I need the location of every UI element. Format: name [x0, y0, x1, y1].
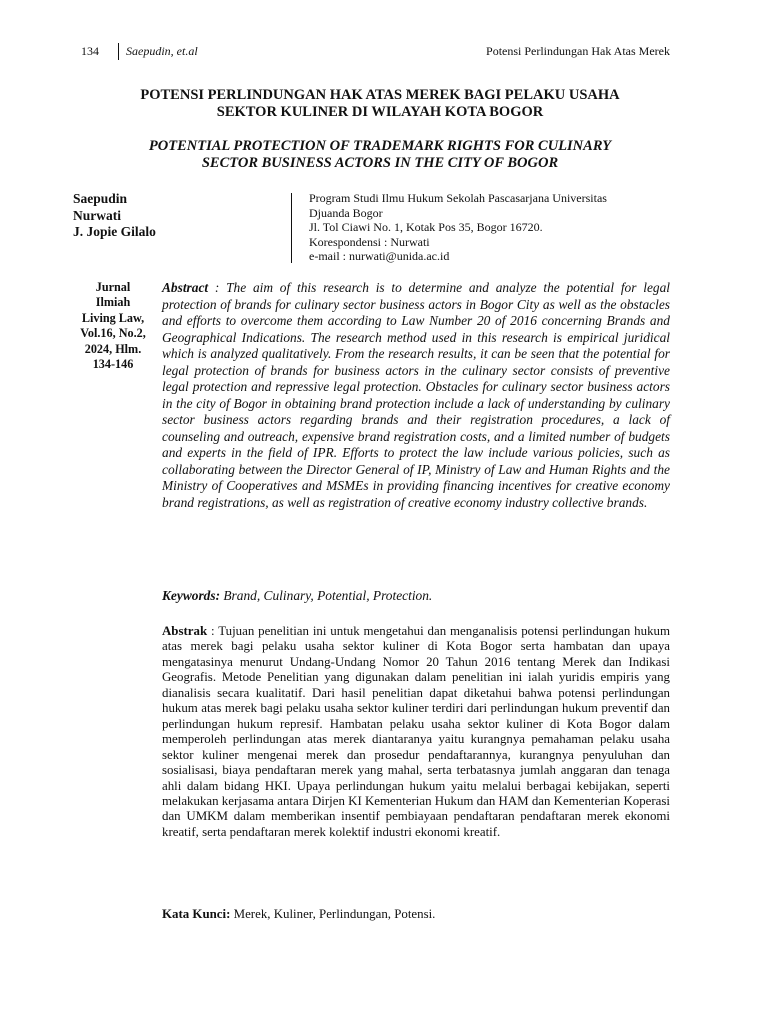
- journal-info-line: 134-146: [92, 357, 134, 372]
- abstract-id-label: Abstrak: [162, 624, 208, 638]
- journal-info-line: 2024, Hlm.: [84, 341, 142, 356]
- running-authors: Saepudin, et.al: [126, 44, 198, 58]
- abstract-english: [162, 280, 670, 511]
- header-divider: [118, 43, 119, 60]
- journal-info-line: Ilmiah: [95, 295, 131, 310]
- author-name: Saepudin: [73, 191, 128, 206]
- title-id-line-1: POTENSI PERLINDUNGAN HAK ATAS MEREK BAGI PELAKU USAHA: [140, 87, 620, 103]
- abstract-en-label: Abstract: [162, 280, 209, 295]
- journal-info-line: Vol.16, No.2,: [80, 326, 146, 341]
- correspondence: Korespondensi : Nurwati: [309, 234, 430, 249]
- title-indonesian: [120, 87, 640, 121]
- keywords-id-label: Kata Kunci:: [162, 907, 231, 921]
- affiliation-line: Djuanda Bogor: [309, 205, 383, 220]
- affiliation-address: Jl. Tol Ciawi No. 1, Kotak Pos 35, Bogor 16720.: [309, 220, 543, 235]
- abstract-indonesian: [162, 624, 670, 840]
- abstract-id-text: : Tujuan penelitian ini untuk mengetahui dan menganalisis potensi perlindungan hukum atas merek bagi pelaku usaha sektor kuliner di Kota Bogor serta hambatan dan upaya mengatasinya menurut Undang-Undang Nomor 20 Tahun 2016 tentang Merek dan Indikasi Geografis. Metode Penelitian yang digunakan dalam penelitian ini ialah yuridis empiris yang dianalisis secara kualitatif. Dari hasil penelitian dapat diketahui bahwa potensi perlindungan hukum atas merek bagi pelaku usaha sektor kuliner terdiri dari perlindungan hukum preventif dan perlindungan hukum represif. Hambatan pelaku usaha sektor kuliner di Kota Bogor dalam memperoleh perlindungan atas merek diantaranya yaitu kurangnya pemahaman pelaku usaha sektor kuliner mengenai merek dan prosedur pendaftarannya, kurangnya penyuluhan dan sosialisasi, biaya pendaftaran merek yang mahal, serta terbatasnya jumlah anggaran dan tenaga ahli dalam bidang HKI. Upaya perlindungan hukum yaitu melalui berbagai kebijakan, seperti melakukan kerjasama antara Dirjen KI Kementerian Hukum dan HAM dan Kementerian Koperasi dan UMKM dalam memberikan insentif pembiayaan pendaftaran pendaftaran merek ekonomi kreatif, serta pendaftaran merek kolektif industri ekonomi kreatif.: [162, 624, 670, 839]
- title-en-line-2: SECTOR BUSINESS ACTORS IN THE CITY OF BOGOR: [201, 155, 559, 171]
- abstract-en-text: : The aim of this research is to determine and analyze the potential for legal protection of brands for culinary sector business actors in Bogor City as well as the obstacles and efforts to overcome them according to Law Number 20 of 2016 concerning Brands and Geographical Indications. The research method used in this research is empirical juridical which is analyzed qualitatively. From the research results, it can be seen that the potential for legal protection of brands for business actors in the culinary sector consists of preventive legal protection and repressive legal protection. Obstacles for culinary sector business actors in the city of Bogor in obtaining brand protection include a lack of understanding by culinary sector business actors regarding brands and their registration procedures, a lack of counseling and outreach, expensive brand registration costs, and a limited number of budgets and experts in the field of IPR. Efforts to protect the law include various policies, such as collaborating between the Director General of IP, Ministry of Law and Human Rights and the Ministry of Cooperatives and MSMEs in providing financing incentives for creative economy brand registrations, as well as registration of creative economy industry collective brands.: [162, 280, 670, 510]
- keywords-indonesian: [162, 906, 670, 922]
- author-name: J. Jopie Gilalo: [73, 224, 156, 239]
- keywords-en-label: Keywords:: [162, 588, 221, 603]
- author-list: [73, 191, 156, 241]
- keywords-en-text: Brand, Culinary, Potential, Protection.: [220, 588, 433, 603]
- title-id-line-2: SEKTOR KULINER DI WILAYAH KOTA BOGOR: [216, 104, 544, 120]
- affiliation-line: Program Studi Ilmu Hukum Sekolah Pascasarjana Universitas: [309, 191, 607, 205]
- page-number: 134: [81, 44, 99, 58]
- title-english: [120, 138, 640, 172]
- author-name: Nurwati: [73, 207, 121, 223]
- journal-info-line: Jurnal: [95, 280, 131, 294]
- affiliation-divider: [291, 193, 292, 263]
- keywords-english: [162, 588, 670, 605]
- title-en-line-1: POTENTIAL PROTECTION OF TRADEMARK RIGHTS FOR CULINARY: [148, 138, 612, 154]
- journal-info: [72, 280, 154, 372]
- keywords-id-text: Merek, Kuliner, Perlindungan, Potensi.: [230, 907, 436, 921]
- running-title: Potensi Perlindungan Hak Atas Merek: [486, 44, 670, 58]
- running-header: [81, 42, 670, 60]
- journal-info-line: Living Law,: [81, 310, 145, 325]
- affiliation-block: [309, 191, 679, 264]
- email-address: e-mail : nurwati@unida.ac.id: [309, 249, 450, 264]
